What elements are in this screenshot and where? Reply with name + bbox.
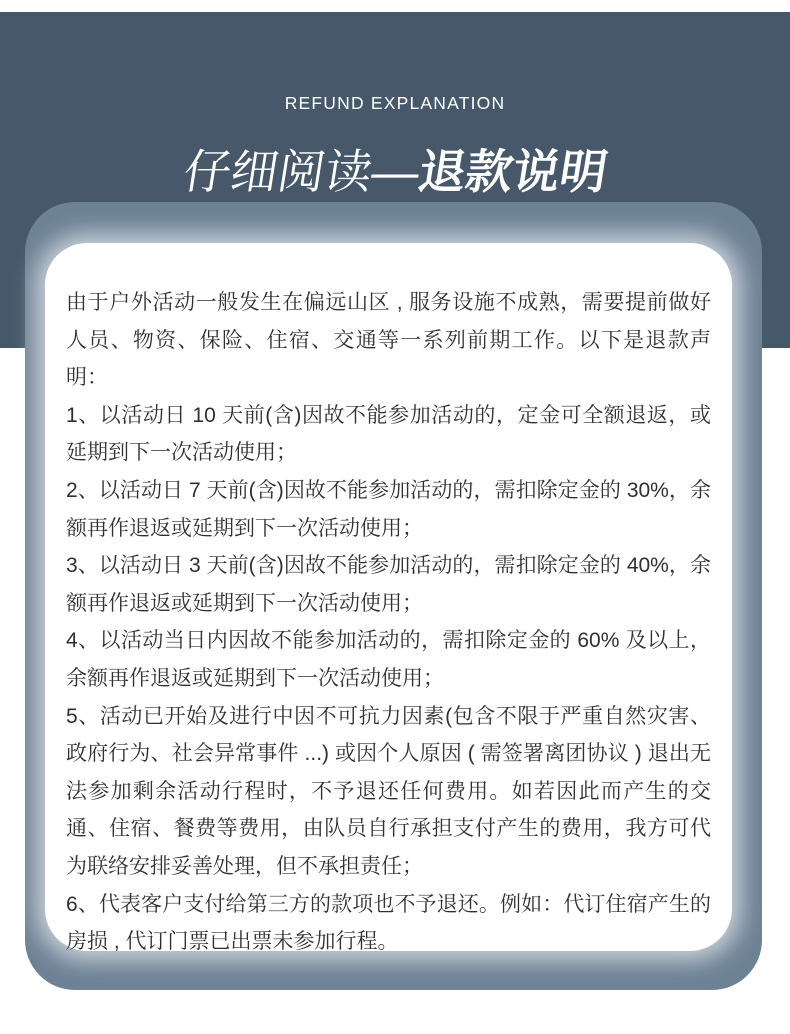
- page-title-bold-part: 退款说明: [414, 145, 611, 198]
- policy-intro: 由于户外活动一般发生在偏远山区 , 服务设施不成熟，需要提前做好人员、物资、保险、住宿、交通等一系列前期工作。以下是退款声明：: [66, 291, 711, 390]
- policy-item-5: 5、活动已开始及进行中因不可抗力因素(包含不限于严重自然灾害、政府行为、社会异常事件 ...) 或因个人原因 ( 需签署离团协议 ) 退出无法参加剩余活动行程时，不予退还任何费用。如若因此而产生的交通、住宿、餐费等费用，由队员自行承担支付产生的费用，我方可代为联络安排妥善处理，但不承担责任；: [66, 704, 711, 878]
- policy-card: [45, 243, 732, 954]
- page-title: [0, 144, 790, 200]
- policy-item-3: 3、以活动日 3 天前(含)因故不能参加活动的，需扣除定金的 40%，余额再作退返或延期到下一次活动使用；: [66, 554, 711, 615]
- hero-subtitle: REFUND EXPLANATION: [284, 93, 506, 113]
- policy-text-block: [45, 243, 732, 961]
- policy-item-4: 4、以活动当日内因故不能参加活动的，需扣除定金的 60% 及以上，余额再作退返或延期到下一次活动使用；: [66, 629, 711, 690]
- policy-card-frame: [25, 202, 762, 990]
- policy-item-1: 1、以活动日 10 天前(含)因故不能参加活动的，定金可全额退返，或延期到下一次活动使用；: [66, 403, 711, 465]
- policy-item-2: 2、以活动日 7 天前(含)因故不能参加活动的，需扣除定金的 30%，余额再作退返或延期到下一次活动使用；: [66, 478, 711, 540]
- policy-item-6: 6、代表客户支付给第三方的款项也不予退还。例如：代订住宿产生的房损 , 代订门票已出票未参加行程。: [66, 892, 711, 954]
- page-title-light-part: 仔细阅读—: [179, 145, 423, 198]
